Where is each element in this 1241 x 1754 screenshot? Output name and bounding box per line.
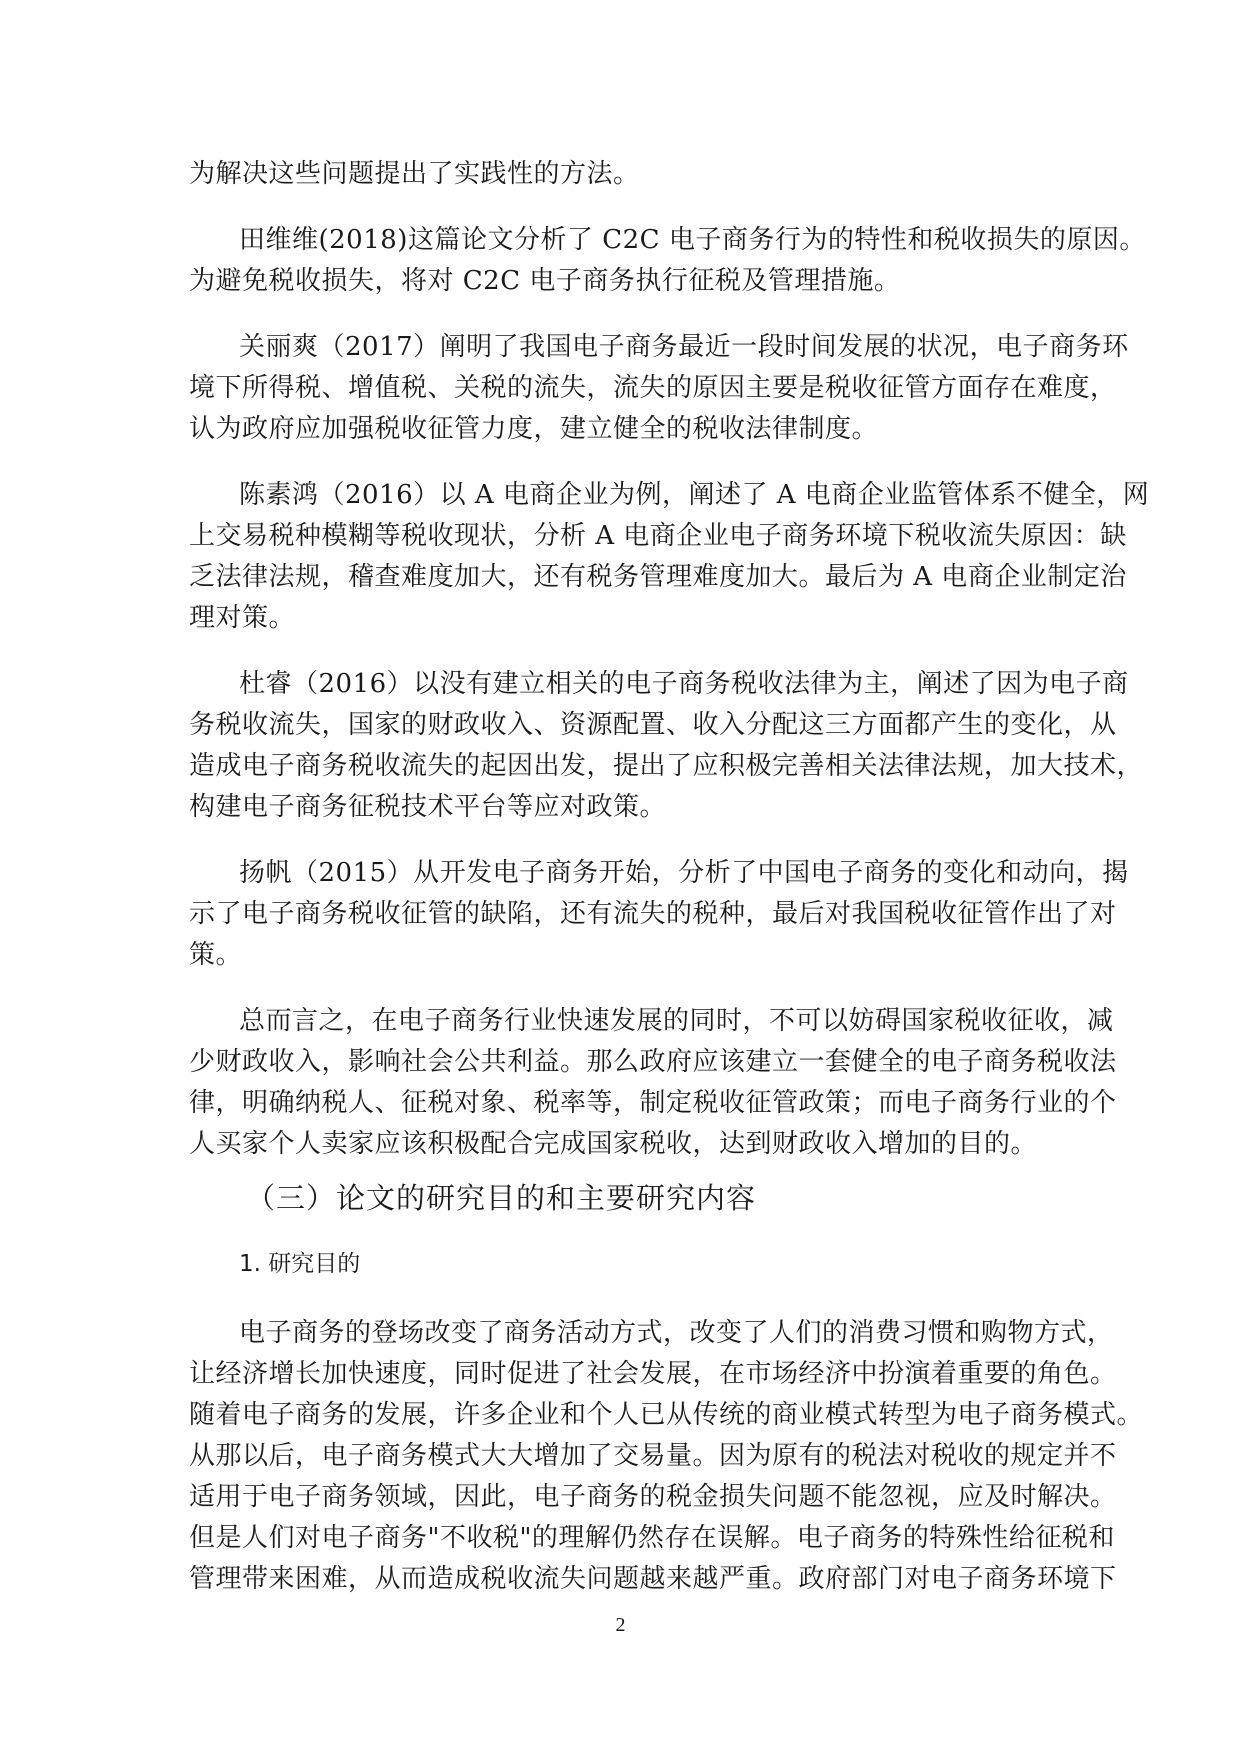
- text-line: 境下所得税、增值税、关税的流失，流失的原因主要是税收征管方面存在难度，: [189, 373, 1117, 403]
- text-line: 让经济增长加快速度，同时促进了社会发展，在市场经济中扮演着重要的角色。: [189, 1359, 1117, 1389]
- text-line: 田维维(2018)这篇论文分析了 C2C 电子商务行为的特性和税收损失的原因。: [239, 225, 1146, 255]
- text-line: 陈素鸿（2016）以 A 电商企业为例，阐述了 A 电商企业监管体系不健全，网: [239, 480, 1150, 510]
- text-line: 上交易税种模糊等税收现状，分析 A 电商企业电子商务环境下税收流失原因：缺: [189, 521, 1127, 551]
- text-line: 理对策。: [189, 603, 296, 633]
- text-line: 为解决这些问题提出了实践性的方法。: [189, 159, 640, 189]
- text-line: 随着电子商务的发展，许多企业和个人已从传统的商业模式转型为电子商务模式。: [189, 1400, 1144, 1430]
- text-line: 认为政府应加强税收征管力度，建立健全的税收法律制度。: [189, 414, 879, 444]
- text-line: 但是人们对电子商务"不收税"的理解仍然存在误解。电子商务的特殊性给征税和: [189, 1523, 1115, 1553]
- text-line: 电子商务的登场改变了商务活动方式，改变了人们的消费习惯和购物方式，: [239, 1318, 1114, 1348]
- text-line: 扬帆（2015）从开发电子商务开始，分析了中国电子商务的变化和动向，揭: [239, 858, 1129, 888]
- subsection-heading: 1. 研究目的: [239, 1251, 361, 1277]
- text-line: 律，明确纳税人、征税对象、税率等，制定税收征管政策；而电子商务行业的个: [189, 1088, 1117, 1118]
- text-line: 杜睿（2016）以没有建立相关的电子商务税收法律为主，阐述了因为电子商: [239, 669, 1129, 699]
- text-line: 为避免税收损失，将对 C2C 电子商务执行征税及管理措施。: [189, 266, 901, 296]
- text-line: 示了电子商务税收征管的缺陷，还有流失的税种，最后对我国税收征管作出了对: [189, 899, 1117, 929]
- page-number: 2: [615, 1614, 626, 1636]
- text-line: 管理带来困难，从而造成税收流失问题越来越严重。政府部门对电子商务环境下: [189, 1564, 1117, 1594]
- text-line: 人买家个人卖家应该积极配合完成国家税收，达到财政收入增加的目的。: [189, 1129, 1038, 1159]
- text-line: 总而言之，在电子商务行业快速发展的同时，不可以妨碍国家税收征收，减: [239, 1006, 1114, 1036]
- text-line: 乏法律法规，稽查难度加大，还有税务管理难度加大。最后为 A 电商企业制定治: [189, 562, 1127, 592]
- text-line: 少财政收入，影响社会公共利益。那么政府应该建立一套健全的电子商务税收法: [189, 1047, 1117, 1077]
- text-line: 关丽爽（2017）阐明了我国电子商务最近一段时间发展的状况，电子商务环: [239, 332, 1129, 362]
- text-line: 适用于电子商务领域，因此，电子商务的税金损失问题不能忽视，应及时解决。: [189, 1482, 1117, 1512]
- text-line: 构建电子商务征税技术平台等应对政策。: [189, 792, 667, 822]
- text-line: 从那以后，电子商务模式大大增加了交易量。因为原有的税法对税收的规定并不: [189, 1441, 1117, 1471]
- text-line: 策。: [189, 940, 243, 970]
- text-line: 务税收流失，国家的财政收入、资源配置、收入分配这三方面都产生的变化，从: [189, 710, 1117, 740]
- text-line: 造成电子商务税收流失的起因出发，提出了应积极完善相关法律法规，加大技术，: [189, 751, 1144, 781]
- section-heading: （三）论文的研究目的和主要研究内容: [246, 1181, 757, 1215]
